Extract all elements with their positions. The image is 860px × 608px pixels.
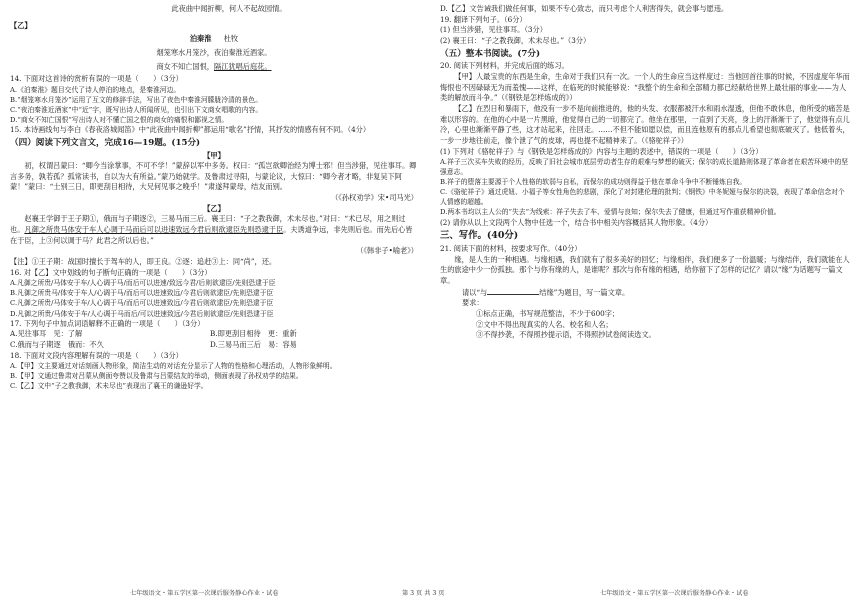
option-row bbox=[10, 340, 418, 351]
option: C.【乙】文中“子之教我御，术未尽也”表现出了襄王的谦逊好学。 bbox=[10, 382, 208, 391]
underlined-sentence: 凡御之所贵马体安于车人心调于马而后可以进速致远今君后则欲逮臣先则恐逮于臣 bbox=[24, 225, 284, 235]
passage-jia-label: 【甲】 bbox=[203, 150, 225, 160]
poem-b-label: 【乙】 bbox=[10, 20, 32, 30]
option: B.凡御之所贵马/体安于车人/心调于马/而后可以进速致远/今君后则欲逮臣/先则恐逮于臣 bbox=[10, 289, 274, 298]
question-15: 15. 本诗画线句与李白《春夜洛城闻笛》中“此夜曲中闻折柳”都运用“歌名”抒情，其抒发的情感有何不同。（4分） bbox=[10, 125, 371, 135]
option-row bbox=[10, 329, 418, 340]
option: A.凡御之所贵/马体安于车/人心调于马/而后可以进速/致远今君/后则欲逮臣/先则恐逮于臣 bbox=[10, 279, 276, 288]
option: B.【甲】文通过鲁肃对吕蒙从侧面夸赞以及鲁肃与吕蒙结友的举动，侧面表现了孙权劝学的结果。 bbox=[10, 372, 303, 381]
passage-jia: 初，权谓吕蒙曰：“卿今当涂掌事，不可不学！”蒙辞以军中多务。权曰：“孤岂欲卿治经为博士邪！但当涉猎，见往事耳。卿言多务，孰若孤？孤常读书，自以为大有所益。”蒙乃始就学。及鲁肃过寻阳，与蒙论议，大惊曰：“卿今者才略，非复吴下阿蒙！”蒙曰：“士别三日，即更刮目相待，大兄何见事之晚乎！”肃遂拜蒙母，结友而别。 bbox=[10, 161, 417, 192]
question-16: 16. 对【乙】文中划线的句子断句正确的一项是（ ）（3分） bbox=[10, 267, 212, 277]
option: D.三易马而三后 易：容易 bbox=[210, 339, 297, 349]
passage-yi bbox=[10, 214, 418, 246]
source: （《孙权劝学》宋•司马光） bbox=[331, 193, 418, 203]
underlined-line: 隔江犹唱后庭花。 bbox=[214, 61, 272, 71]
left-column bbox=[10, 4, 418, 391]
option: A.《泊秦淮》题目交代了诗人停泊的地点，是秦淮河边。 bbox=[10, 85, 181, 94]
right-column bbox=[440, 4, 850, 341]
passage-text: 赵襄王学御于王子期①，俄而与子期逐②，三易马而三后。襄王曰：“子之教我御，术未尽也。”对曰：“术已尽，用之则过也。 bbox=[10, 214, 406, 235]
question-19: 19. 翻译下列句子。（6分） bbox=[440, 14, 527, 24]
option: D.两本书均以主人公的“失去”为线索：祥子失去了车、爱情与良知；保尔失去了健康，但通过写作重获精神价值。 bbox=[440, 208, 781, 217]
option: D.凡御之所贵/马体安于车/人心调于马而后/可以进速致远/今君后则欲逮臣/先则恐逮于臣 bbox=[10, 309, 274, 318]
title-blank bbox=[487, 287, 539, 295]
requirement: ①标点正确，书写规范整洁，不少于600字； bbox=[476, 309, 620, 319]
passage-text: 。夫诱道争远，非先则后也。而先后心皆在于臣，上③何以调于马？此君之所以后也。” bbox=[10, 225, 413, 245]
question-17: 17. 下列句子中加点词语解释不正确的一项是（ ）（3分） bbox=[10, 318, 205, 328]
question-21: 21. 阅读下面的材料，按要求写作。（40分） bbox=[440, 244, 582, 254]
section-heading: 三、写作。(40分) bbox=[440, 230, 519, 242]
poem-title bbox=[10, 34, 418, 45]
material-jia: 【甲】人最宝贵的东西是生命，生命对于我们只有一次。一个人的生命应当这样度过：当他回首往事的时候，不因虚度年华而悔恨也不因碌碌无为而羞愧——这样，在临死的时候能够说：“我整个的生命和全部精力都已经献给世界上最壮丽的事业——为人类的解放而斗争。”（《钢铁是怎样炼成的》） bbox=[440, 72, 850, 103]
option: C.“夜泊秦淮近酒家”中“近”字，既写出诗人所闻所见，也引出下文商女唱歌的内容。 bbox=[10, 106, 263, 115]
sub-question: (2) 请你从以上文段两个人物中任选一个，结合书中相关内容概括其人物形象。（4分） bbox=[440, 217, 713, 227]
title-prefix: 请以“与 bbox=[462, 287, 488, 297]
option: B.“烟笼寒水月笼沙”运用了互文的修辞手法，写出了夜色中秦淮河朦胧冷清的景色。 bbox=[10, 95, 262, 104]
writing-title-line bbox=[440, 287, 850, 299]
footer-left: 七年级语文・第五学区第一次课后服务静心作业・试卷 bbox=[130, 590, 279, 597]
poem-line: 烟笼寒水月笼沙，夜泊秦淮近酒家。 bbox=[156, 47, 272, 57]
option: D.“商女不知亡国恨”写出诗人对不懂亡国之恨的商女的痛恨和鄙视之情。 bbox=[10, 116, 229, 125]
passage-yi-label: 【乙】 bbox=[203, 203, 225, 213]
option: C.凡御之所贵/马体安于车/人心调于马/而后可以进速致远/今君后则欲逮臣/先则恐逮于臣 bbox=[10, 299, 274, 308]
material-yi: 【乙】在烈日和暴雨下，他没有一步不是向前推进的，他的头发、衣服都被汗水和雨水湿透，但他不敢休息，他所受的痛苦是难以形容的。在他的心中是一片黑暗，他觉得自己的一切都完了。他坐在那里，一直到了天亮，身上的汗渐渐干了，他觉得有点儿冷，心里也渐渐平静了些，这才站起来，往回走。……不但不能如愿以偿，而且连他原有的那点儿希望也彻底破灭了。他低着头，一步一步地往前走，像个泄了气的皮球，再也提不起精神来了。（《骆驼祥子》） bbox=[440, 103, 850, 145]
poem-line: 此夜曲中闻折柳，何人不起故园情。 bbox=[171, 4, 287, 13]
poem-line bbox=[10, 62, 418, 73]
option: A.祥子三次买车失败的经历，反映了旧社会城市底层劳动者生存的艰难与梦想的破灭；保尔的成长道路则体现了革命者在艰苦环境中的坚强意志。 bbox=[440, 158, 849, 177]
option: B.即更刮目相待 更：重新 bbox=[210, 329, 297, 339]
title-suffix: 结缘”为题目，写一篇文章。 bbox=[539, 287, 630, 297]
question-14: 14. 下面对这首诗的赏析有误的一项是（ ）（3分） bbox=[10, 74, 183, 84]
option: B.祥子的堕落主要源于个人性格的软弱与自私，而保尔的成功则得益于他在革命斗争中不断锤炼自我。 bbox=[440, 178, 747, 187]
poem-author: 杜牧 bbox=[223, 34, 239, 44]
question-18: 18. 下面对文段内容理解有误的一项是（ ）（3分） bbox=[10, 350, 183, 360]
section-heading: （五）整本书阅读。(7分) bbox=[440, 48, 541, 59]
option: D.【乙】文告诫我们做任何事，如果不专心致志，而只考虑个人利害得失，就会事与愿违。 bbox=[440, 4, 729, 13]
source: （《韩非子•喻老》） bbox=[356, 246, 418, 256]
sub-question: (2) 襄王曰：“子之教我御，术未尽也。”（3分） bbox=[440, 35, 591, 45]
question-20: 20. 阅读下列材料，并完成后面的练习。 bbox=[440, 61, 569, 71]
footer-right: 七年级语文・第五学区第一次课后服务静心作业・试卷 bbox=[600, 590, 749, 597]
section-heading: （四）阅读下列文言文，完成16—19题。(15分) bbox=[10, 137, 201, 148]
option: A.见往事耳 见：了解 bbox=[10, 329, 83, 339]
sub-question: (1) 下列对《骆驼祥子》与《钢铁是怎样炼成的》内容与主题的表述中，错误的一项是（ ）（3分） bbox=[440, 146, 763, 156]
sub-question: (1) 但当涉猎，见往事耳。（3分） bbox=[440, 25, 547, 35]
poem-title-text: 泊秦淮 bbox=[189, 34, 212, 44]
option: C.俄而与子期逐 俄而：不久 bbox=[10, 339, 104, 349]
option: C.《骆驼祥子》通过虎妞、小福子等女性角色的悲剧，深化了对封建伦理的批判；《钢铁》中冬妮娅与保尔的决裂，表现了革命信念对个人情感的超越。 bbox=[440, 188, 845, 207]
requirements-label: 要求： bbox=[462, 298, 484, 308]
page-number: 第 3 页 共 3 页 bbox=[402, 590, 445, 597]
writing-prompt: 缘，是人生的一种相遇。与缘相遇，我们就有了很多美好的回忆；与缘相伴，我们便多了一份温暖；与缘结伴，我们就能在人生的旅途中少一份孤独。那个与你有缘的人，是谁呢？那次与你有缘的相遇，给你留下了怎样的记忆？请以“缘”为话题写一篇文章。 bbox=[440, 254, 850, 286]
requirement: ③不得抄袭，不得照抄提示语，不得照抄试卷阅读选文。 bbox=[476, 330, 656, 340]
poem-line-part: 商女不知亡国恨， bbox=[156, 61, 214, 71]
option: A.【甲】文主要通过对话刻画人物形象，简洁生动的对话充分显示了人物的性格和心理活动，人物形象鲜明。 bbox=[10, 362, 337, 371]
note: 【注】①王子期：战国时擅长于驾车的人，即王良。②逐：追赶③上：同“尚”，还。 bbox=[10, 257, 277, 267]
requirement: ②文中不得出现真实的人名、校名和人名； bbox=[476, 319, 613, 329]
